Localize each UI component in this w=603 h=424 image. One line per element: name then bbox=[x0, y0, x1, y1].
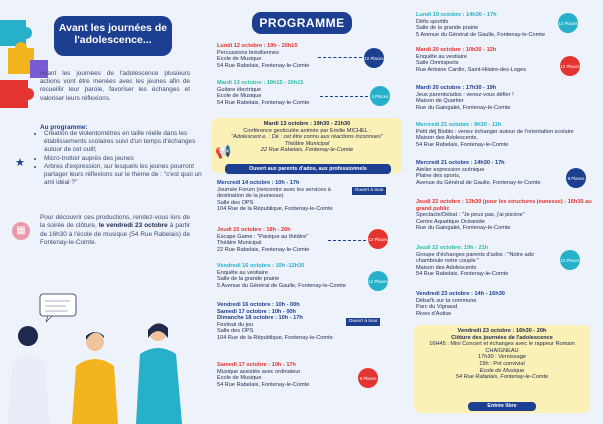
places-badge: 12 Places bbox=[560, 56, 580, 76]
closing-footer: Entrée libre bbox=[468, 402, 536, 411]
open-to-all-badge: Ouvert à tous bbox=[346, 318, 380, 326]
closing-box: Vendredi 23 octobre : 16h30 - 20h Clôture des journées de l'adolescence 16H45 : Mini Concert et échanges avec le rappeur Romain CHAIGNEAU 17h30 : Vernissage 19h : Pot convivial Ecole de Musique 54 Rue Rabelais, Fontenay-le-Comte bbox=[414, 325, 590, 413]
programme-label: Au programme: bbox=[40, 124, 88, 131]
event-right-5: Jeudi 22 octobre : 13h30 (pour les structures jeunesse) - 16h30 au grand public Spectacle/Débat : "Je peux pas, j'ai piscine" Centre Aquatique Océanide Rue du Gaingalet, Fontenay-le-Comte bbox=[416, 199, 592, 232]
calendar-icon: ▦ bbox=[12, 222, 30, 240]
programme-title: PROGRAMME bbox=[252, 12, 352, 34]
places-badge: 10 Places bbox=[364, 48, 384, 68]
event-right-6: Jeudi 22 octobre: 19h - 21h Groupe d'échanges parents d'ados : "Notre ado chamboule notre couple " Maison des Adolescents 54 Rue Rabelais, Fontenay-le-Comte bbox=[416, 245, 534, 278]
event-right-1: Mardi 20 octobre : 10h30 - 12h Enquête au vestiaire Salle Omnisports Rue Antoine Cardin, Saint-Hilaire-des-Loges bbox=[416, 47, 527, 73]
left-title: Avant les journées de l'adolescence... bbox=[54, 16, 172, 56]
event-mid-0: Lundi 12 octobre : 19h - 20h15 Percussions brésiliennes Ecole de Musique 54 Rue Rabelais, Fontenay-le-Comte bbox=[217, 43, 310, 69]
event-right-0: Lundi 19 octobre : 14h30 - 17h Défis sportifs Salle de la grande prairie 5 Avenue du Général de Gaulle, Fontenay-le-Comte bbox=[416, 12, 545, 38]
star-icon: ★ bbox=[15, 157, 25, 169]
conference-box: Mardi 13 octobre : 19h30 - 21h30 Conférence gesticulée animée par Emilie MICHEL : "Adolescent.e. : Dé : cet être connu aux réactions inconnues" Théâtre Municipal 22 Rue Rabelais, Fontenay-le-Comte bbox=[212, 118, 402, 173]
event-right-4: Mercredi 21 octobre : 14h30 - 17h Atelier expression scénique Plaine des sports, Avenue du Général de Gaulle, Fontenay-le-Comte bbox=[416, 160, 541, 186]
dash-line bbox=[320, 96, 368, 97]
dash-line bbox=[328, 240, 366, 241]
event-mid-1: Mardi 13 octobre : 19h15 - 20h15 Guitare électrique Ecole de Musique 54 Rue Rabelais, Fontenay-le-Comte bbox=[217, 80, 310, 106]
open-to-all-badge: Ouvert à tous bbox=[352, 187, 386, 195]
event-mid-4: Vendredi 16 octobre : 10h -12h30 Enquête au vestiaire Salle de la grande prairie 5 Avenue du Général de Gaulle, Fontenay-le-Comte bbox=[217, 263, 346, 289]
left-intro: Avant les journées de l'adolescence plusieurs actions vont être menées avec les jeunes afin de recueillir leur parole, favoriser les échanges et valoriser leurs réflexions. bbox=[40, 70, 190, 102]
people-illustration bbox=[0, 292, 200, 424]
event-mid-2: Mercredi 14 octobre : 10h - 17h Journée Forum (rencontre avec les services à destination de la jeunesse) Salle des OPS 104 Rue de la République, Fontenay-le-Comte bbox=[217, 180, 333, 213]
discover-text: Pour découvrir ces productions, rendez-vous lors de la soirée de clôture, le vendredi 23 octobre à partir de 16h30 à l'école de musique (54 Rue Rabelais) de Fontenay-le-Comte. bbox=[40, 214, 190, 247]
left-bullets bbox=[30, 130, 204, 187]
conference-footer: Ouvert aux parents d'ados, aux professionnels bbox=[225, 164, 391, 174]
places-badge: 12 Places bbox=[368, 229, 388, 249]
bullet-item: • Arbres d'expression, sur lesquels les jeunes pourront partager leurs réflexions sur le thème de : "c'est quoi un ami idéal ?" bbox=[44, 163, 204, 188]
places-badge: 4 Places bbox=[370, 86, 390, 106]
event-mid-combo: Vendredi 16 octobre : 10h - 00h Samedi 17 octobre : 10h - 00h Dimanche 18 octobre : 10h - 17h Festival du jeu Salle des OPS 104 Rue de la République, Fontenay-le-Comte bbox=[217, 302, 333, 341]
event-mid-3: Jeudi 15 octobre : 18h - 20h Escape Game : "Panique au théâtre" Théâtre Municipal 22 Rue Rabelais, Fontenay-le-Comte bbox=[217, 227, 310, 253]
places-badge: 12 Places bbox=[558, 13, 578, 33]
event-right-3: Mercredi 21 octobre : 9h30 - 11h Petit déj Bioblo : venez échanger autour de l'orientation scolaire Maison des Adolescents, 54 Rue Rabelais, Fontenay-le-Comte bbox=[416, 122, 574, 148]
places-badge: 12 Places bbox=[368, 271, 388, 291]
bullet-item: • Création de violentomètres en taille réelle dans les établissements scolaires suivi d'un temps d'échanges autour de cet outil; bbox=[44, 130, 204, 155]
bullet-item: • Micro-trottoir auprès des jeunes bbox=[44, 155, 204, 163]
event-right-2: Mardi 20 octobre : 17h30 - 19h Jeux parents/ados : venez-vous défier ! Maison de Quartier Rue du Gaingalet, Fontenay-le-Comte bbox=[416, 85, 514, 111]
event-mid-5: Samedi 17 octobre : 10h - 17h Musique assistée avec ordinateur Ecole de Musique 54 Rue Rabelais, Fontenay-le-Comte bbox=[217, 362, 310, 388]
dash-line bbox=[318, 57, 362, 58]
event-right-7: Vendredi 23 octobre : 14h - 16h30 Débat'k sur ta commune Parc du Vignaud Rives d'Autise bbox=[416, 291, 505, 317]
places-badge: 8 Places bbox=[566, 168, 586, 188]
megaphone-icon: 📢 bbox=[215, 144, 232, 159]
places-badge: 12 Places bbox=[560, 250, 580, 270]
places-badge: 5 Places bbox=[358, 368, 378, 388]
